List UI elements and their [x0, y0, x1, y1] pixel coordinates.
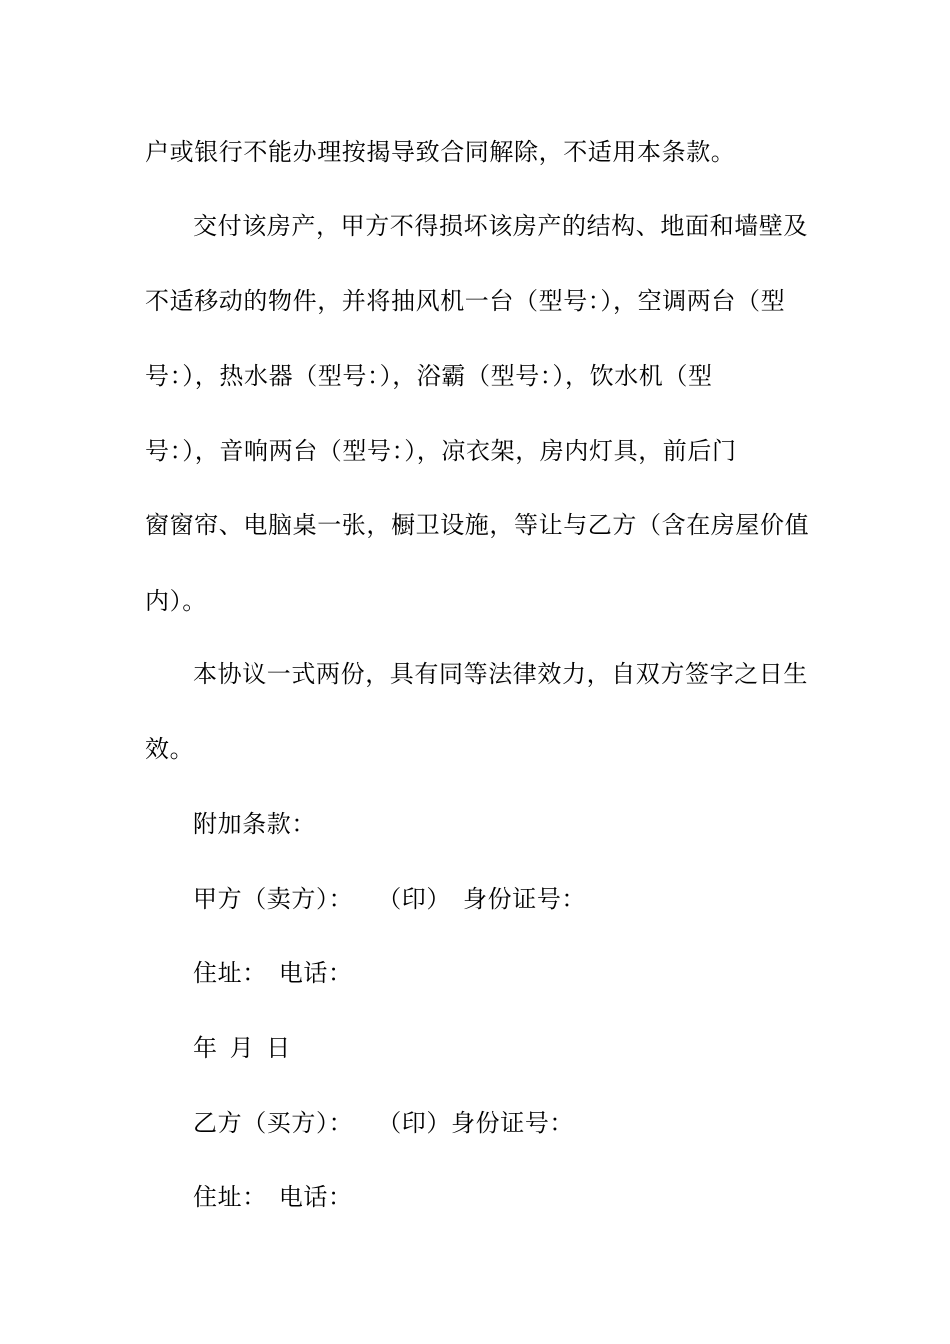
paragraph-line-5: 号：），音响两台（型号：），凉衣架，房内灯具，前后门 [145, 437, 737, 465]
paragraph-line-8: 本协议一式两份，具有同等法律效力，自双方签字之日生 [193, 660, 808, 688]
paragraph-line-2: 交付该房产，甲方不得损坏该房产的结构、地面和墙壁及 [193, 212, 808, 240]
buyer-id-label: 身份证号： [451, 1109, 575, 1137]
buyer-address-label: 住址： [193, 1183, 267, 1211]
seller-phone-label: 电话： [278, 959, 353, 987]
seller-seal: （印） [377, 885, 452, 913]
seller-contact-line [193, 958, 810, 988]
paragraph-line-6: 窗窗帘、电脑桌一张，橱卫设施，等让与乙方（含在房屋价值 [145, 511, 810, 539]
date-day: 日 [266, 1034, 291, 1062]
buyer-signature-line [193, 1108, 810, 1138]
date-line [193, 1033, 810, 1063]
seller-id-label: 身份证号： [463, 885, 587, 913]
buyer-seal: （印） [377, 1109, 452, 1137]
paragraph-line-9: 效。 [145, 735, 195, 763]
date-year: 年 [193, 1034, 218, 1062]
seller-label: 甲方（卖方）： [193, 885, 354, 913]
buyer-phone-label: 电话： [278, 1183, 353, 1211]
buyer-label: 乙方（买方）： [193, 1109, 354, 1137]
seller-address-label: 住址： [193, 959, 267, 987]
paragraph-line-4: 号：），热水器（型号：），浴霸（型号：），饮水机（型 [145, 362, 713, 390]
paragraph-line-3: 不适移动的物件，并将抽风机一台（型号：），空调两台（型 [145, 287, 786, 315]
additional-terms-heading: 附加条款： [193, 810, 316, 838]
seller-signature-line [193, 884, 810, 914]
paragraph-line-7: 内）。 [145, 587, 207, 615]
paragraph-line-1: 户或银行不能办理按揭导致合同解除，不适用本条款。 [145, 138, 736, 166]
buyer-contact-line [193, 1182, 810, 1212]
date-month: 月 [229, 1034, 255, 1062]
